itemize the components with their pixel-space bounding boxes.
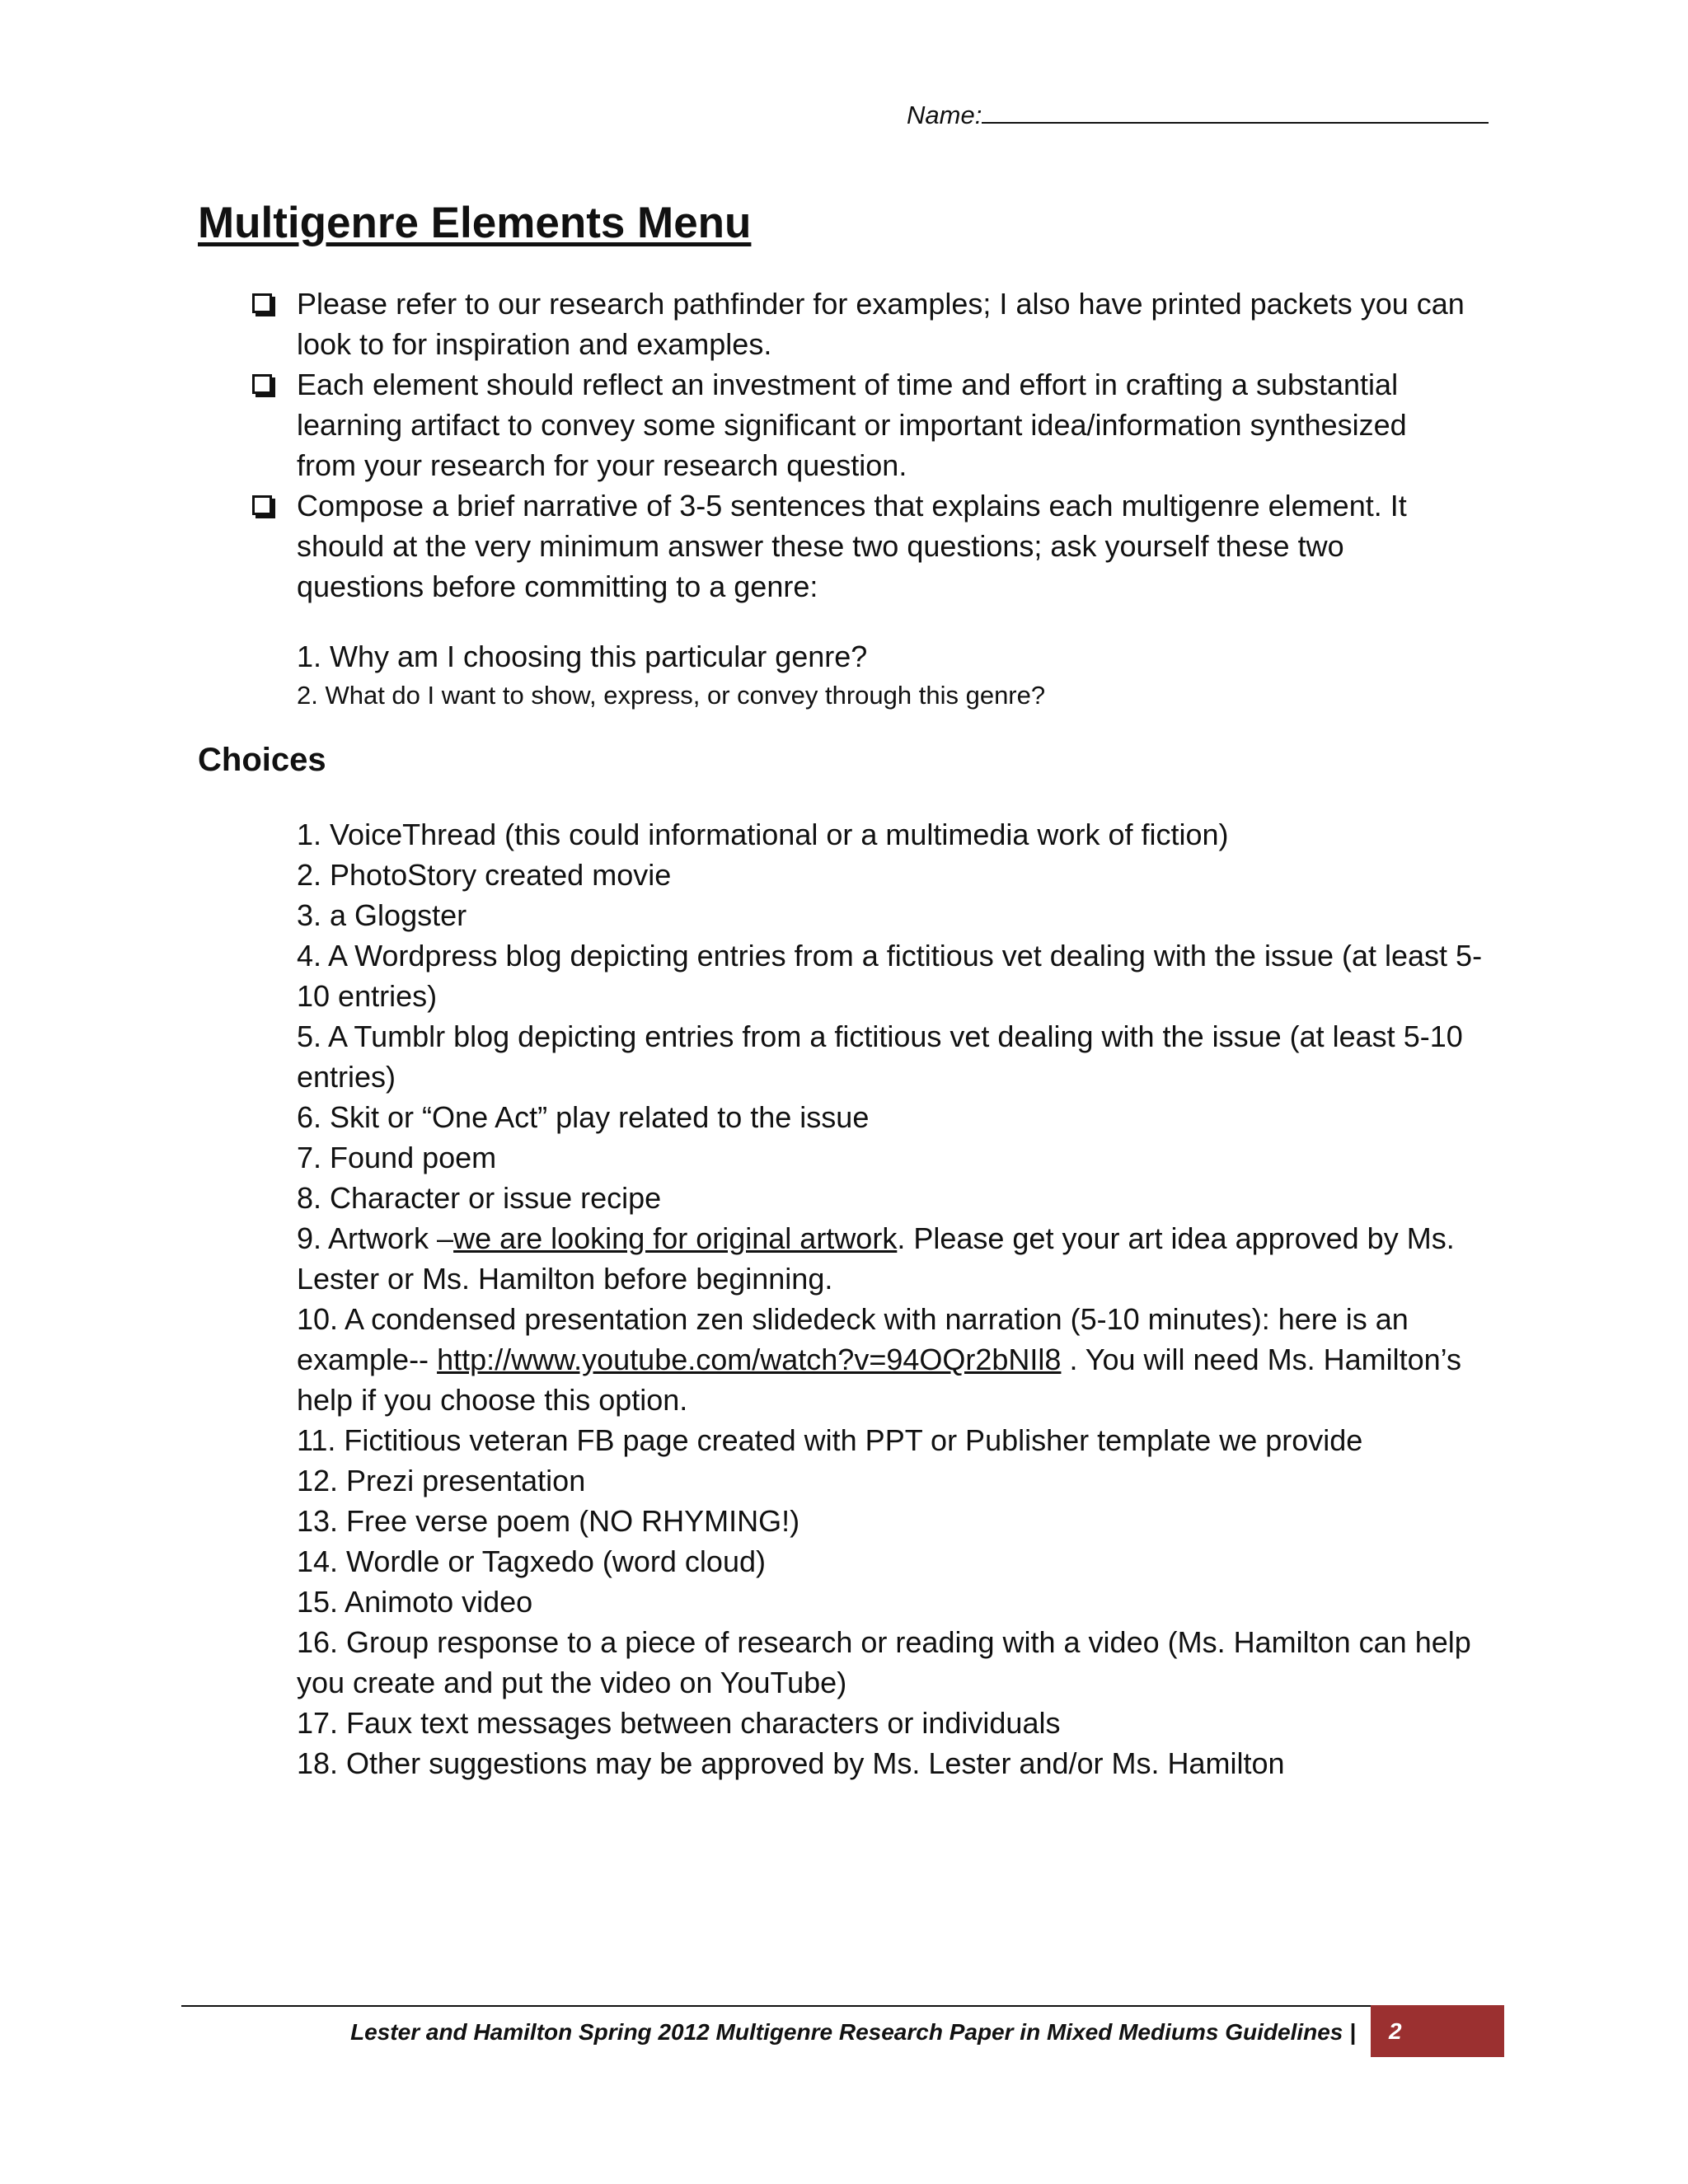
choice-text: . You will need Ms. Hamilton’s help if you choose this option. [297, 1343, 1462, 1417]
instruction-text: Please refer to our research pathfinder for examples; I also have printed packets you can look to for inspiration and examples. [297, 287, 1465, 361]
choice-item: 6. Skit or “One Act” play related to the issue [297, 1100, 870, 1134]
page-number: 2 [1371, 2005, 1504, 2057]
choice-item: 1. VoiceThread (this could informational or a multimedia work of fiction) [297, 818, 1229, 851]
choices-list [297, 814, 1484, 1783]
choice-item: 5. A Tumblr blog depicting entries from a fictitious vet dealing with the issue (at least 5-10 entries) [297, 1019, 1463, 1094]
name-blank-line [982, 101, 1489, 124]
choice-item: 7. Found poem [297, 1141, 497, 1174]
footer-divider [181, 2005, 1371, 2007]
choice-item: 3. a Glogster [297, 898, 467, 932]
name-field [907, 101, 1489, 130]
checkbox-icon [252, 374, 272, 394]
choice-text: 9. Artwork – [297, 1221, 454, 1255]
choice-item: 11. Fictitious veteran FB page created with PPT or Publisher template we provide [297, 1423, 1363, 1457]
choice-item: 2. PhotoStory created movie [297, 858, 672, 892]
checkbox-icon [252, 495, 272, 515]
choice-item: 15. Animoto video [297, 1585, 533, 1619]
instruction-item [247, 485, 1467, 607]
question-item: 2. What do I want to show, express, or convey through this genre? [297, 681, 1046, 710]
instruction-item [247, 284, 1467, 364]
choices-heading: Choices [198, 742, 326, 778]
choice-item: 12. Prezi presentation [297, 1464, 586, 1497]
choice-item: 16. Group response to a piece of research or reading with a video (Ms. Hamilton can help you create and put the video on YouTube) [297, 1625, 1471, 1699]
instruction-text: Compose a brief narrative of 3-5 sentences that explains each multigenre element. It should at the very minimum answer these two questions; ask yourself these two questions before committing to a genre: [297, 489, 1407, 603]
youtube-link[interactable]: http://www.youtube.com/watch?v=94OQr2bNIl8 [437, 1343, 1062, 1376]
name-label: Name: [907, 101, 982, 129]
choice-text: . Please get your art idea approved by Ms. Lester or Ms. Hamilton before beginning. [297, 1221, 1455, 1296]
question-list [297, 636, 1467, 714]
choice-item [297, 1299, 1484, 1420]
choice-item: 13. Free verse poem (NO RHYMING!) [297, 1504, 800, 1538]
footer-text: Lester and Hamilton Spring 2012 Multigenre Research Paper in Mixed Mediums Guidelines | [350, 2019, 1356, 2045]
instruction-text: Each element should reflect an investment of time and effort in crafting a substantial learning artifact to convey some significant or important idea/information synthesized from your research for your research question. [297, 368, 1407, 482]
checkbox-icon [252, 293, 272, 313]
choice-item: 4. A Wordpress blog depicting entries from a fictitious vet dealing with the issue (at least 5-10 entries) [297, 939, 1483, 1013]
choice-item: 18. Other suggestions may be approved by Ms. Lester and/or Ms. Hamilton [297, 1746, 1285, 1780]
choice-item: 14. Wordle or Tagxedo (word cloud) [297, 1544, 766, 1578]
question-item: 1. Why am I choosing this particular genre? [297, 640, 868, 673]
choice-item: 8. Character or issue recipe [297, 1181, 662, 1215]
page-title: Multigenre Elements Menu [198, 199, 752, 247]
choice-text: 10. A condensed presentation zen slidedeck with narration (5-10 minutes): here is an example-- [297, 1302, 1409, 1376]
instruction-list [247, 284, 1467, 607]
emphasis-text: we are looking for original artwork [453, 1221, 898, 1255]
instruction-item [247, 364, 1467, 485]
choice-item [297, 1218, 1484, 1299]
choice-item: 17. Faux text messages between characters or individuals [297, 1706, 1061, 1740]
